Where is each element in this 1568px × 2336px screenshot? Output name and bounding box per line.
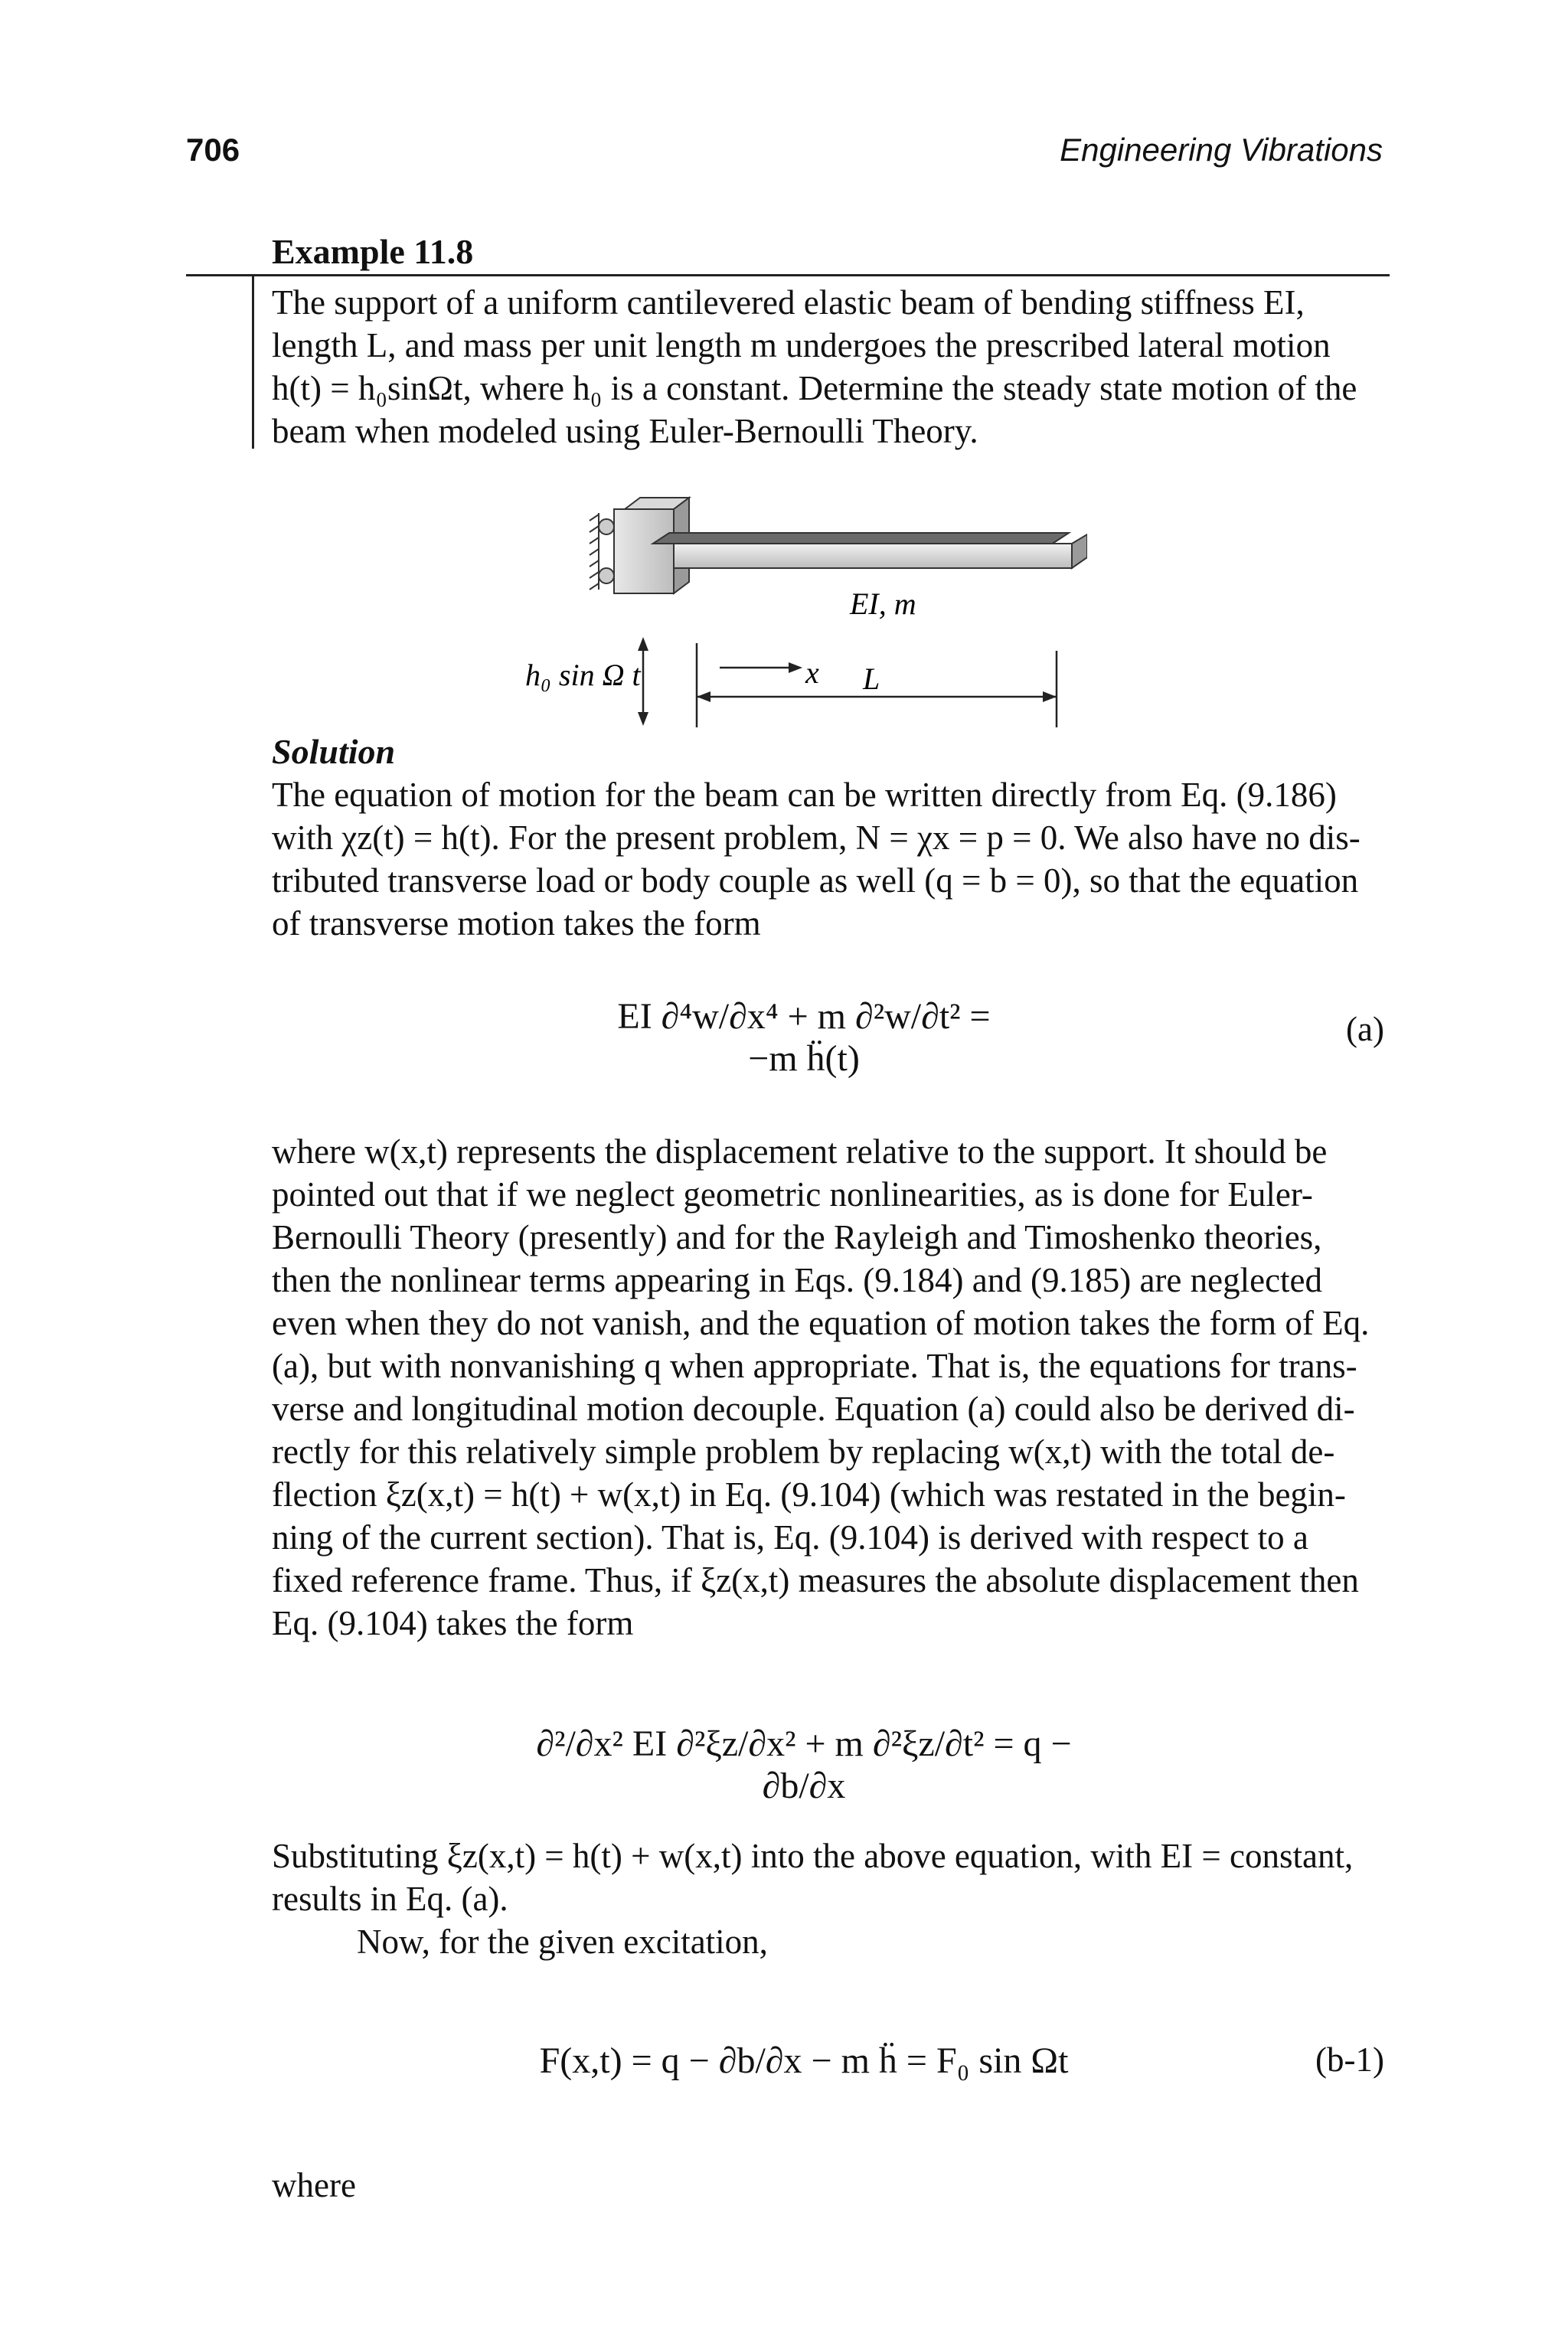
beam [653, 533, 1087, 568]
trailing-text: where [272, 2166, 356, 2204]
excitation-label: h₀ sin Ω t [525, 658, 641, 692]
text-line: beam when modeled using Euler-Bernoulli Theory. [272, 412, 978, 450]
text-line: verse and longitudinal motion decouple. Equation (a) could also be derived di- [272, 1390, 1355, 1428]
text-line: rectly for this relatively simple problem by replacing w(x,t) with the total de- [272, 1433, 1335, 1471]
text-line: The equation of motion for the beam can be written directly from Eq. (9.186) [272, 776, 1337, 814]
text-line: length L, and mass per unit length m undergoes the prescribed lateral motion [272, 326, 1331, 364]
example-top-rule [186, 274, 1390, 276]
solution-paragraph-3 [272, 1834, 1382, 1920]
solution-paragraph-1 [272, 773, 1382, 945]
text-line: The support of a uniform cantilevered elastic beam of bending stiffness EI, [272, 283, 1305, 322]
text-line: with χz(t) = h(t). For the present problem, N = χx = p = 0. We also have no dis- [272, 818, 1361, 857]
wall-hatch [590, 513, 599, 590]
text-line: where w(x,t) represents the displacement relative to the support. It should be [272, 1132, 1328, 1171]
equation-absolute-displacement: ∂²/∂x² EI ∂²ξz/∂x² + m ∂²ξz/∂t² = q − ∂b/∂x [536, 1723, 1072, 1806]
text-line: Substituting ξz(x,t) = h(t) + w(x,t) into the above equation, with EI = constant, [272, 1837, 1354, 1875]
x-arrow [720, 662, 802, 673]
equation-a-label: (a) [1346, 1010, 1384, 1048]
solution-paragraph-2 [272, 1130, 1382, 1645]
roller-top [599, 519, 614, 534]
running-title: Engineering Vibrations [1060, 132, 1383, 168]
text-line: Bernoulli Theory (presently) and for the Rayleigh and Timoshenko theories, [272, 1218, 1322, 1256]
page-number: 706 [186, 132, 240, 168]
equation-b1: F(x,t) = q − ∂b/∂x − m ḧ = F₀ sin Ωt [539, 2040, 1069, 2081]
properties-label: EI, m [850, 586, 916, 621]
equation-a: EI ∂⁴w/∂x⁴ + m ∂²w/∂t² = −m ḧ(t) [617, 996, 991, 1079]
equation-b1-label: (b-1) [1315, 2040, 1384, 2079]
text-line: tributed transverse load or body couple as well (q = b = 0), so that the equation [272, 861, 1359, 900]
cantilever-figure [490, 490, 1087, 743]
text-line: h(t) = h₀sinΩt, where h₀ is a constant. Determine the steady state motion of the [272, 369, 1357, 407]
roller-bottom [599, 568, 614, 583]
text-line: fixed reference frame. Thus, if ξz(x,t) measures the absolute displacement then [272, 1561, 1359, 1599]
solution-heading: Solution [272, 732, 396, 771]
length-label: L [863, 662, 880, 696]
text-line: flection ξz(x,t) = h(t) + w(x,t) in Eq. (9.104) (which was restated in the begin- [272, 1475, 1346, 1514]
text-line: of transverse motion takes the form [272, 904, 761, 943]
text-line: results in Eq. (a). [272, 1880, 508, 1918]
x-label: x [805, 655, 819, 690]
example-side-rule [252, 274, 254, 449]
solution-paragraph-4: Now, for the given excitation, [357, 1923, 768, 1961]
text-line: ning of the current section). That is, Eq. (9.104) is derived with respect to a [272, 1518, 1308, 1557]
text-line: (a), but with nonvanishing q when appropriate. That is, the equations for trans- [272, 1347, 1357, 1385]
text-line: even when they do not vanish, and the equation of motion takes the form of Eq. [272, 1304, 1370, 1342]
example-title: Example 11.8 [272, 232, 474, 271]
text-line: Eq. (9.104) takes the form [272, 1604, 634, 1642]
text-line: then the nonlinear terms appearing in Eqs. (9.184) and (9.185) are neglected [272, 1261, 1323, 1299]
example-statement [272, 281, 1382, 452]
text-line: pointed out that if we neglect geometric nonlinearities, as is done for Euler- [272, 1175, 1313, 1214]
